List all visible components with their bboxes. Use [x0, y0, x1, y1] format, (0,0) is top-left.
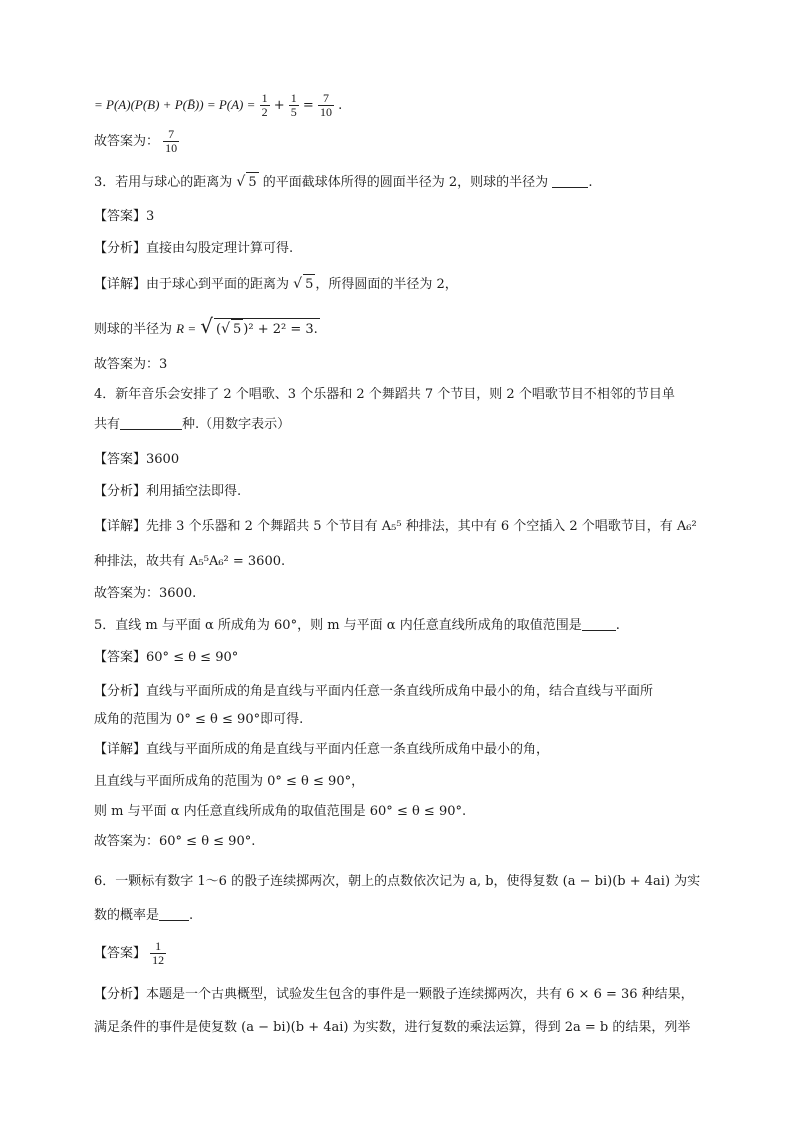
detail-formula: 则球的半径为 R = √ (√ 5 )² + 2² = 3. — [94, 314, 318, 338]
detail-row-2: 且直线与平面所成角的范围为 0° ≤ θ ≤ 90°， — [94, 774, 365, 789]
analysis-row-cont: 成角的范围为 0° ≤ θ ≤ 90°即可得. — [94, 712, 304, 727]
analysis-row: 【分析】本题是一个古典概型，试验发生包含的事件是一颗骰子连续掷两次，共有 6 × 6 = 36 种结果， — [94, 987, 694, 1002]
blank — [582, 616, 616, 631]
detail-row: 【详解】先排 3 个乐器和 2 个舞蹈共 5 个节目有 A₅⁵ 种排法，其中有 6 个空插入 2 个唱歌节目，有 A₆² — [94, 519, 697, 534]
question-3: 3．若用与球心的距离为 √ 5 的平面截球体所得的圆面半径为 2，则球的半径为 . — [94, 172, 592, 193]
question-6-cont: 数的概率是 . — [94, 908, 194, 923]
answer-row: 【答案】60° ≤ θ ≤ 90° — [94, 650, 239, 665]
final-answer: 故答案为：3600. — [94, 586, 197, 601]
analysis-row: 【分析】利用插空法即得. — [94, 484, 242, 499]
detail-row: 【详解】直线与平面所成的角是直线与平面内任意一条直线所成角中最小的角， — [94, 742, 550, 757]
question-5: 5．直线 m 与平面 α 所成角为 60°，则 m 与平面 α 内任意直线所成角的取值范围是 . — [94, 618, 620, 633]
blank — [120, 415, 182, 430]
sqrt-symbol: √ — [293, 276, 303, 292]
answer-line: 故答案为： $\frac{7}{10}$ — [94, 127, 178, 155]
sqrt-symbol: √ — [200, 314, 214, 338]
formula-line: = P(A)(P(B) + P(B̄)) = P(A) = $\frac{1}{2}$ + $\frac{1}{5}$ = $\frac{7}{10}$ . — [94, 91, 343, 119]
analysis-row: 【分析】直线与平面所成的角是直线与平面内任意一条直线所成角中最小的角，结合直线与平面所 — [94, 684, 654, 699]
final-answer: 故答案为：3 — [94, 357, 168, 372]
detail-row-cont: 种排法，故共有 A₅⁵A₆² = 3600. — [94, 554, 286, 569]
question-4-cont: 共有 种.（用数字表示） — [94, 417, 291, 432]
analysis-row-cont: 满足条件的事件是使复数 (a − bi)(b + 4ai) 为实数，进行复数的乘法运算，得到 2a = b 的结果，列举 — [94, 1020, 691, 1035]
question-6: 6．一颗标有数字 1～6 的骰子连续掷两次，朝上的点数依次记为 a, b，使得复数 (a − bi)(b + 4ai) 为实 — [94, 874, 701, 889]
fraction: $\frac{1}{12}$ — [152, 939, 165, 967]
fraction: $\frac{1}{2}$ — [261, 91, 268, 119]
question-4: 4．新年音乐会安排了 2 个唱歌、3 个乐器和 2 个舞蹈共 7 个节目，则 2 个唱歌节目不相邻的节目单 — [94, 387, 675, 402]
blank — [159, 906, 189, 921]
final-answer: 故答案为：60° ≤ θ ≤ 90°. — [94, 834, 256, 849]
fraction: $\frac{7}{10}$ — [319, 91, 332, 119]
sqrt-symbol: √ — [236, 174, 246, 190]
detail-row-3: 则 m 与平面 α 内任意直线所成角的取值范围是 60° ≤ θ ≤ 90°. — [94, 804, 467, 819]
analysis-row: 【分析】直接由勾股定理计算可得. — [94, 241, 294, 256]
fraction: $\frac{7}{10}$ — [165, 127, 178, 155]
blank — [552, 173, 588, 188]
answer-row: 【答案】3600 — [94, 452, 180, 467]
detail-row: 【详解】由于球心到平面的距离为 √ 5 ，所得圆面的半径为 2， — [94, 274, 458, 295]
answer-row: 【答案】3 — [94, 209, 155, 224]
answer-row: 【答案】 $\frac{1}{12}$ — [94, 939, 165, 967]
fraction: $\frac{1}{5}$ — [290, 91, 297, 119]
